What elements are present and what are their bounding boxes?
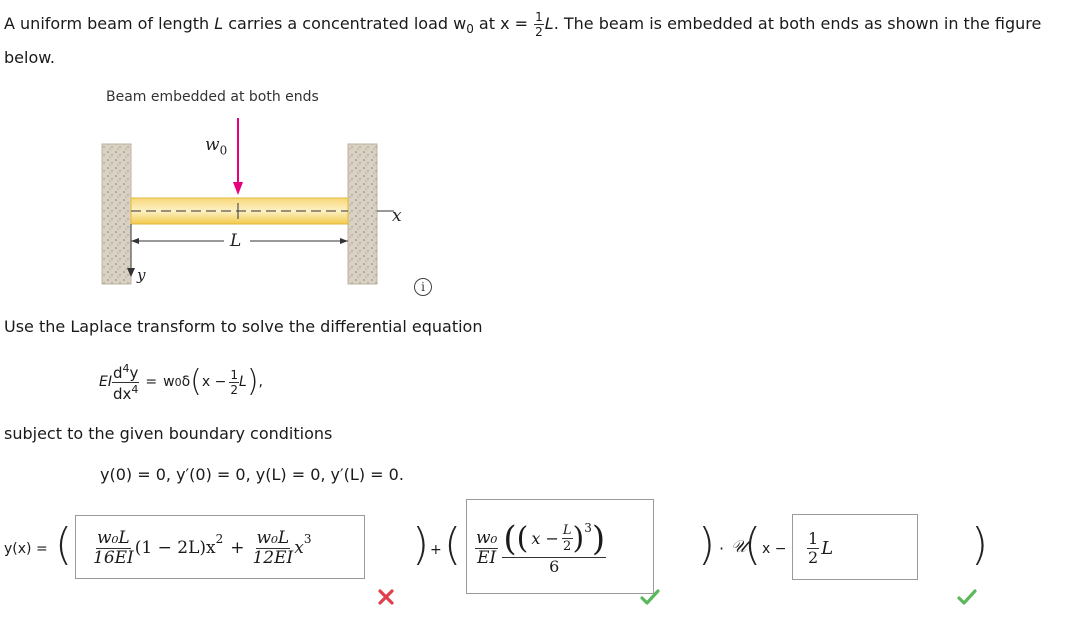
length-label: L [230, 231, 242, 251]
figure-caption: Beam embedded at both ends [106, 89, 319, 105]
dimension-arrow-right [340, 238, 348, 244]
laplace-instruction: Use the Laplace transform to solve the differential equation [4, 317, 483, 336]
ode-equation: EI $\frac{d^4y}{dx^4}$ = w 0 δ ( x − $\frac{1}{2}$ L ) , [99, 361, 263, 403]
close-paren-1: ) [412, 519, 430, 570]
x-minus-label: x − [762, 541, 787, 557]
load-label: $w_0$ [205, 135, 228, 158]
left-wall [102, 144, 131, 284]
problem-line-1: A uniform beam of length L carries a concentrated load $w_0$ at x = $\frac{1}{2}$ L. The beam is embedded at both ends as shown in the figure [4, 10, 1042, 39]
beam-figure [98, 110, 438, 300]
problem-line-2: below. [4, 48, 55, 67]
answer-input-2[interactable]: $\frac{\text{w₀}}{EI}$ ( ( x − $\frac{L}{2}$ ) $^3$ ) 6 [466, 499, 654, 594]
answer-lhs: y(x) = [4, 541, 48, 557]
info-icon[interactable]: i [414, 278, 432, 296]
close-paren-2: ) [698, 519, 716, 570]
incorrect-mark-icon [377, 588, 395, 606]
close-paren-3: ) [971, 519, 989, 570]
open-paren-1: ( [55, 519, 73, 570]
right-wall [348, 144, 377, 284]
correct-mark-icon-2 [957, 588, 977, 606]
half-fraction: $\frac{1}{2}$ [535, 10, 543, 39]
ode-derivative: $\frac{d^4y}{dx^4}$ [112, 361, 139, 403]
correct-mark-icon-1 [640, 588, 660, 606]
answer-input-3[interactable]: $\frac{1}{2}$ L [792, 514, 918, 580]
boundary-conditions: y(0) = 0, y′(0) = 0, y(L) = 0, y′(L) = 0. [100, 465, 404, 484]
open-paren-2: ( [444, 519, 462, 570]
multiply-dot: · [719, 539, 725, 558]
plus-between: + [430, 542, 442, 558]
dimension-arrow-left [131, 238, 139, 244]
y-axis-label: y [137, 266, 146, 284]
answer-input-1[interactable]: $\frac{\text{w₀L}}{16EI}$ (1 − 2L)x $^2$ + $\frac{\text{w₀L}}{12EI}$ x $^3$ [75, 515, 365, 579]
open-paren-3: ( [744, 519, 762, 570]
x-axis-label: x [392, 206, 402, 226]
heaviside-symbol: 𝒰 [731, 537, 747, 557]
load-arrowhead [233, 182, 243, 195]
subject-instruction: subject to the given boundary conditions [4, 424, 333, 443]
